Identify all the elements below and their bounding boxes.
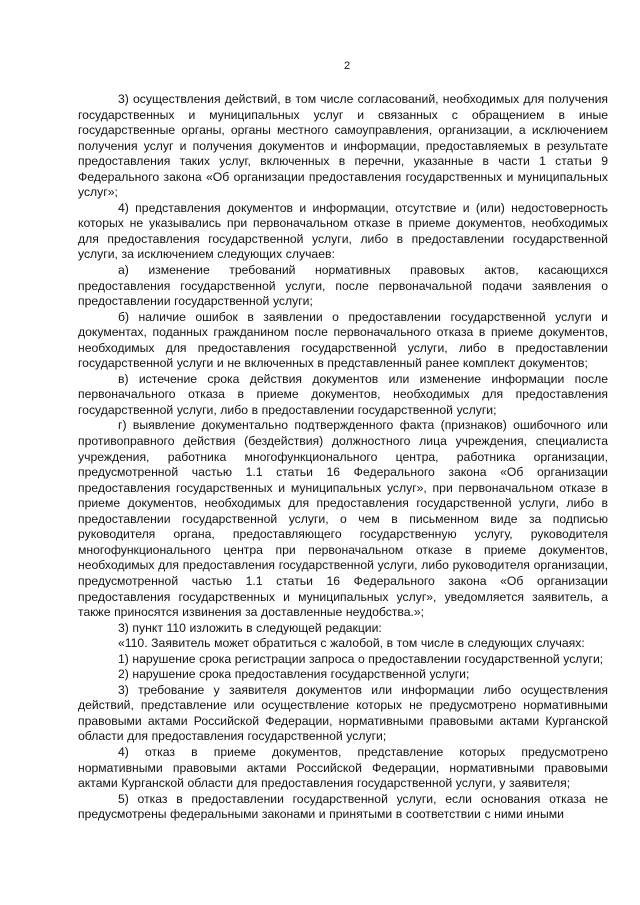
- paragraph-subitem-b: б) наличие ошибок в заявлении о предоставлении государственной услуги и документах, поданных гражданином после первоначального отказа в приеме документов, необходимых для предоставления государственной услуги, либо в предоставлении государственной услуги и не включенных в представленный ранее комплект документов;: [78, 309, 608, 371]
- paragraph-item-3: 3) осуществления действий, в том числе согласований, необходимых для получения государственных и муниципальных услуг и связанных с обращением в иные государственные органы, органы местного самоуправления, организации, а исключением получения услуг и получения документов и информации, предоставляемых в результате предоставления таких услуг, включенных в перечни, указанные в части 1 статьи 9 Федерального закона «Об организации предоставления государственных и муниципальных услуг»;: [78, 92, 608, 200]
- paragraph-subitem-g: г) выявление документально подтвержденного факта (признаков) ошибочного или противоправного действия (бездействия) должностного лица учреждения, специалиста учреждения, работника многофункционального центра, работника организации, предусмотренной частью 1.1 статьи 16 Федерального закона «Об организации предоставления государственных и муниципальных услуг», при первоначальном отказе в приеме документов, необходимых для предоставления государственной услуги, либо в предоставлении государственной услуги, о чем в письменном виде за подписью руководителя органа, предоставляющего государственную услугу, руководителя многофункционального центра при первоначальном отказе в приеме документов, необходимых для предоставления государственной услуги, либо руководителя организации, предусмотренной частью 1.1 статьи 16 Федерального закона «Об организации предоставления государственных и муниципальных услуг», уведомляется заявитель, а также приносятся извинения за доставленные неудобства.»;: [78, 418, 608, 620]
- paragraph-clause-110: «110. Заявитель может обратиться с жалобой, в том числе в следующих случаях:: [118, 636, 585, 651]
- page-number: 2: [343, 60, 351, 72]
- paragraph-subitem-a: а) изменение требований нормативных правовых актов, касающихся предоставления государственной услуги, после первоначальной подачи заявления о предоставлении государственной услуги;: [78, 263, 608, 309]
- complaint-case-3: 3) требование у заявителя документов или информации либо осуществления действий, представление или осуществление которых не предусмотрено нормативными правовыми актами Российской Федерации, нормативными правовыми актами Курганской области для предоставления государственной услуги;: [78, 682, 608, 744]
- complaint-case-1: 1) нарушение срока регистрации запроса о предоставлении государственной услуги;: [118, 651, 604, 666]
- document-body: [78, 92, 608, 823]
- paragraph-item-4: 4) представления документов и информации, отсутствие и (или) недостоверность которых не указывались при первоначальном отказе в приеме документов, необходимых для предоставления государственной услуги, либо в предоставлении государственной услуги, за исключением следующих случаев:: [78, 200, 608, 262]
- complaint-case-4: 4) отказ в приеме документов, представление которых предусмотрено нормативными правовыми актами Российской Федерации, нормативными правовыми актами Курганской области для предоставления государственной услуги, у заявителя;: [78, 744, 608, 791]
- complaint-case-2: 2) нарушение срока предоставления государственной услуги;: [118, 667, 470, 682]
- paragraph-subitem-v: в) истечение срока действия документов или изменение информации после первоначального отказа в приеме документов, необходимых для предоставления государственной услуги, либо в предоставлении государственной услуги;: [78, 371, 608, 417]
- complaint-case-5: 5) отказ в предоставлении государственной услуги, если основания отказа не предусмотрены федеральными законами и принятыми в соответствии с ними иными: [78, 791, 608, 822]
- paragraph-amendment-3: 3) пункт 110 изложить в следующей редакции:: [118, 620, 382, 635]
